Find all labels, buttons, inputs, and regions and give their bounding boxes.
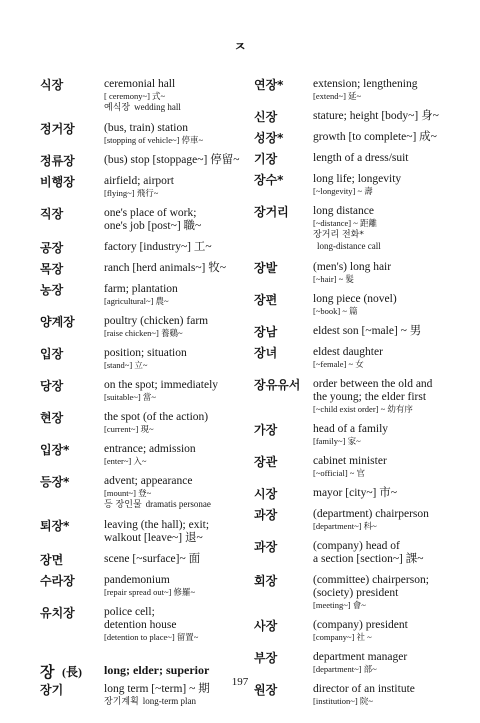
- headword: 장발: [254, 261, 278, 275]
- etymology-note: [meeting~] 會~: [313, 600, 366, 610]
- section-hanja: (長): [62, 665, 82, 679]
- definition-line: pandemonium: [104, 574, 170, 586]
- definition-line: factory [industry~] 工~: [104, 241, 212, 253]
- entry-definition: [104, 606, 240, 643]
- etymology-note: [flying~] 飛行~: [104, 188, 159, 198]
- definition-line: (bus) stop [stoppage~] 停留~: [104, 154, 240, 166]
- definition-line: long term [~term] ~ 期: [104, 683, 210, 695]
- definition-line: leaving (the hall); exit;: [104, 519, 210, 531]
- entry-definition: [104, 78, 240, 114]
- etymology-note: [~distance] ~ 距離: [313, 218, 377, 228]
- definition-line: walkout [leave~] 退~: [104, 532, 203, 544]
- etymology-note: [~book] ~ 篇: [313, 306, 358, 316]
- entry-definition: [104, 411, 240, 435]
- etymology-note: [department~] 科~: [313, 521, 377, 531]
- headword: 당장: [40, 379, 64, 393]
- dictionary-entry: [254, 173, 454, 197]
- entry-definition: [313, 455, 454, 479]
- headword: 가장: [254, 423, 278, 437]
- entry-definition: [104, 207, 240, 233]
- headword: 퇴장*: [40, 519, 70, 533]
- dictionary-entry: [254, 131, 454, 144]
- definition-line: (company) head of: [313, 540, 400, 552]
- headword: 장남: [254, 325, 278, 339]
- definition-line: stature; height [body~] 身~: [313, 110, 439, 122]
- etymology-note: [family~] 家~: [313, 436, 361, 446]
- definition-line: police cell;: [104, 606, 155, 618]
- dictionary-entry: [40, 78, 240, 114]
- dictionary-entry: [40, 207, 240, 233]
- headword: 과장: [254, 508, 278, 522]
- example-english: long-term plan: [142, 696, 197, 706]
- entry-definition: [313, 152, 454, 165]
- entry-definition: [313, 205, 454, 253]
- entry-definition: [104, 574, 240, 598]
- dictionary-entry: [254, 346, 454, 370]
- example-english: dramatis personae: [145, 499, 211, 509]
- etymology-note: [~female] ~ 女: [313, 359, 364, 369]
- dictionary-entry: [40, 519, 240, 545]
- example-korean: 장기계획: [104, 697, 139, 707]
- definition-line: extension; lengthening: [313, 78, 418, 90]
- dictionary-entry: [40, 574, 240, 598]
- definition-line: (bus, train) station: [104, 122, 188, 134]
- definition-line: one's place of work;: [104, 207, 197, 219]
- headword: 장거리: [254, 205, 289, 219]
- section-character: 장: [40, 663, 55, 681]
- entry-definition: [104, 315, 240, 339]
- definition-line: director of an institute: [313, 683, 415, 695]
- headword: 장유유서: [254, 378, 301, 392]
- headword: 목장: [40, 262, 64, 276]
- example-korean: 예식장: [104, 103, 131, 113]
- definition-line: (society) president: [313, 587, 399, 599]
- right-column: [254, 78, 454, 715]
- section-meaning: long; elder; superior: [104, 663, 210, 677]
- dictionary-entry: [40, 553, 240, 566]
- definition-line: long distance: [313, 205, 374, 217]
- dictionary-entry: [254, 378, 454, 415]
- definition-line: poultry (chicken) farm: [104, 315, 209, 327]
- definition-line: length of a dress/suit: [313, 152, 409, 164]
- entry-definition: [313, 574, 454, 611]
- definition-line: (company) president: [313, 619, 408, 631]
- definition-line: mayor [city~] 市~: [313, 487, 397, 499]
- example-english: wedding hall: [134, 102, 181, 112]
- headword: 농장: [40, 283, 64, 297]
- example-phrase: [313, 241, 454, 253]
- entry-definition: [313, 651, 454, 675]
- etymology-note: [mount~] 登~: [104, 488, 152, 498]
- entry-definition: [313, 619, 454, 643]
- definition-line: department manager: [313, 651, 408, 663]
- headword: 식장: [40, 78, 64, 92]
- etymology-note: [~child exist order] ~ 幼有序: [313, 404, 413, 414]
- headword: 직장: [40, 207, 64, 221]
- entry-definition: [104, 241, 240, 254]
- headword: 성장*: [254, 131, 284, 145]
- entry-definition: [104, 553, 240, 566]
- example-phrase: [313, 229, 454, 241]
- headword: 등장*: [40, 475, 70, 489]
- dictionary-entry: [254, 261, 454, 285]
- definition-line: scene [~surface]~ 面: [104, 553, 201, 565]
- etymology-note: [ ceremony~] 式~: [104, 91, 166, 101]
- dictionary-entry: [254, 423, 454, 447]
- dictionary-entry: [254, 110, 454, 123]
- entry-definition: [313, 346, 454, 370]
- etymology-note: [stopping of vehicle~] 停車~: [104, 135, 204, 145]
- definition-line: long life; longevity: [313, 173, 402, 185]
- dictionary-entry: [40, 241, 240, 254]
- dictionary-entry: [40, 411, 240, 435]
- example-korean: 등 장인물: [104, 500, 142, 510]
- headword: 과장: [254, 540, 278, 554]
- headword: 장기: [40, 683, 64, 697]
- headword: 회장: [254, 574, 278, 588]
- left-column: [40, 78, 240, 708]
- headword: 유치장: [40, 606, 75, 620]
- entry-definition: [104, 519, 240, 545]
- entry-definition: [313, 325, 454, 338]
- dictionary-entry: [254, 293, 454, 317]
- definition-line: ranch [herd animals~] 牧~: [104, 262, 226, 274]
- dictionary-entry: [254, 152, 454, 165]
- dictionary-entry: [40, 606, 240, 643]
- definition-line: detention house: [104, 619, 177, 631]
- dictionary-entry: [40, 315, 240, 339]
- headword: 비행장: [40, 175, 75, 189]
- definition-line: one's job [post~] 職~: [104, 220, 202, 232]
- definition-line: (department) chairperson: [313, 508, 429, 520]
- dictionary-entry: [40, 262, 240, 275]
- dictionary-entry: [40, 443, 240, 467]
- headword: 기장: [254, 152, 278, 166]
- definition-line: a section [section~] 課~: [313, 553, 424, 565]
- etymology-note: [institution~] 院~: [313, 696, 373, 706]
- dictionary-entry: [254, 651, 454, 675]
- example-english: long-distance call: [317, 241, 381, 251]
- entry-definition: [104, 122, 240, 146]
- headword: 현장: [40, 411, 64, 425]
- example-korean: 장거리 전화*: [313, 230, 364, 240]
- etymology-note: [current~] 現~: [104, 424, 154, 434]
- dictionary-entry: [254, 78, 454, 102]
- dictionary-entry: [40, 379, 240, 403]
- etymology-note: [~official] ~ 官: [313, 468, 365, 478]
- dictionary-entry: [254, 574, 454, 611]
- entry-definition: [313, 78, 454, 102]
- entry-definition: [313, 131, 454, 144]
- definition-line: position; situation: [104, 347, 187, 359]
- definition-line: long piece (novel): [313, 293, 397, 305]
- headword: 입장*: [40, 443, 70, 457]
- headword: 공장: [40, 241, 64, 255]
- dictionary-entry: [40, 122, 240, 146]
- definition-line: advent; appearance: [104, 475, 193, 487]
- example-phrase: [104, 102, 240, 114]
- headword: 양계장: [40, 315, 75, 329]
- headword: 장편: [254, 293, 278, 307]
- definition-line: on the spot; immediately: [104, 379, 219, 391]
- headword: 연장*: [254, 78, 284, 92]
- entry-definition: [313, 293, 454, 317]
- etymology-note: [detention to place~] 留置~: [104, 632, 199, 642]
- dictionary-entry: [40, 347, 240, 371]
- entry-definition: [104, 262, 240, 275]
- entry-definition: [104, 443, 240, 467]
- definition-line: eldest son [~male] ~ 男: [313, 325, 422, 337]
- headword: 정류장: [40, 154, 75, 168]
- entry-definition: [313, 173, 454, 197]
- entry-definition: [313, 508, 454, 532]
- entry-definition: [104, 475, 240, 511]
- dictionary-entry: [254, 619, 454, 643]
- headword: 장면: [40, 553, 64, 567]
- definition-line: the young; the elder first: [313, 391, 427, 403]
- entry-definition: [313, 423, 454, 447]
- definition-line: ceremonial hall: [104, 78, 176, 90]
- headword: 장녀: [254, 346, 278, 360]
- etymology-note: [enter~] 入~: [104, 456, 147, 466]
- entry-definition: [313, 487, 454, 500]
- dictionary-entry: [254, 455, 454, 479]
- definition-line: eldest daughter: [313, 346, 383, 358]
- entry-definition: [104, 379, 240, 403]
- headword: 정거장: [40, 122, 75, 136]
- definition-line: the spot (of the action): [104, 411, 209, 423]
- headword: 수라장: [40, 574, 75, 588]
- definition-line: growth [to complete~] 成~: [313, 131, 437, 143]
- page-number: 197: [231, 676, 249, 688]
- headword: 시장: [254, 487, 278, 501]
- entry-definition: [104, 175, 240, 199]
- example-phrase: [104, 499, 240, 511]
- definition-line: (men's) long hair: [313, 261, 392, 273]
- etymology-note: [~longevity] ~ 壽: [313, 186, 373, 196]
- dictionary-entry: [40, 175, 240, 199]
- etymology-note: [extend~] 延~: [313, 91, 362, 101]
- dictionary-entry: [40, 475, 240, 511]
- definition-line: head of a family: [313, 423, 389, 435]
- dictionary-entry: [40, 283, 240, 307]
- dictionary-entry: [254, 487, 454, 500]
- entry-definition: [313, 261, 454, 285]
- entry-definition: [313, 540, 454, 566]
- etymology-note: [repair spread out~] 修羅~: [104, 587, 196, 597]
- section-letter: ㅈ: [233, 40, 247, 55]
- headword: 원장: [254, 683, 278, 697]
- etymology-note: [stand~] 立~: [104, 360, 148, 370]
- etymology-note: [department~] 部~: [313, 664, 377, 674]
- headword: 신장: [254, 110, 278, 124]
- etymology-note: [company~] 社 ~: [313, 632, 372, 642]
- definition-line: (committee) chairperson;: [313, 574, 429, 586]
- entry-definition: [104, 347, 240, 371]
- etymology-note: [suitable~] 當~: [104, 392, 156, 402]
- headword: 장수*: [254, 173, 284, 187]
- definition-line: airfield; airport: [104, 175, 174, 187]
- etymology-note: [~hair] ~ 髮: [313, 274, 354, 284]
- definition-line: cabinet minister: [313, 455, 387, 467]
- headword: 입장: [40, 347, 64, 361]
- dictionary-entry: [254, 205, 454, 253]
- dictionary-entry: [254, 540, 454, 566]
- headword: 부장: [254, 651, 278, 665]
- definition-line: order between the old and: [313, 378, 433, 390]
- entry-definition: [313, 378, 454, 415]
- etymology-note: [agricultural~] 農~: [104, 296, 169, 306]
- dictionary-entry: [254, 508, 454, 532]
- example-phrase: [104, 696, 240, 708]
- dictionary-entry: [40, 154, 240, 167]
- headword: 장관: [254, 455, 278, 469]
- entry-definition: [313, 110, 454, 123]
- headword: 사장: [254, 619, 278, 633]
- entry-definition: [104, 154, 240, 167]
- definition-line: farm; plantation: [104, 283, 178, 295]
- dictionary-entry: [254, 325, 454, 338]
- entry-definition: [104, 283, 240, 307]
- definition-line: entrance; admission: [104, 443, 196, 455]
- etymology-note: [raise chicken~] 養鷄~: [104, 328, 183, 338]
